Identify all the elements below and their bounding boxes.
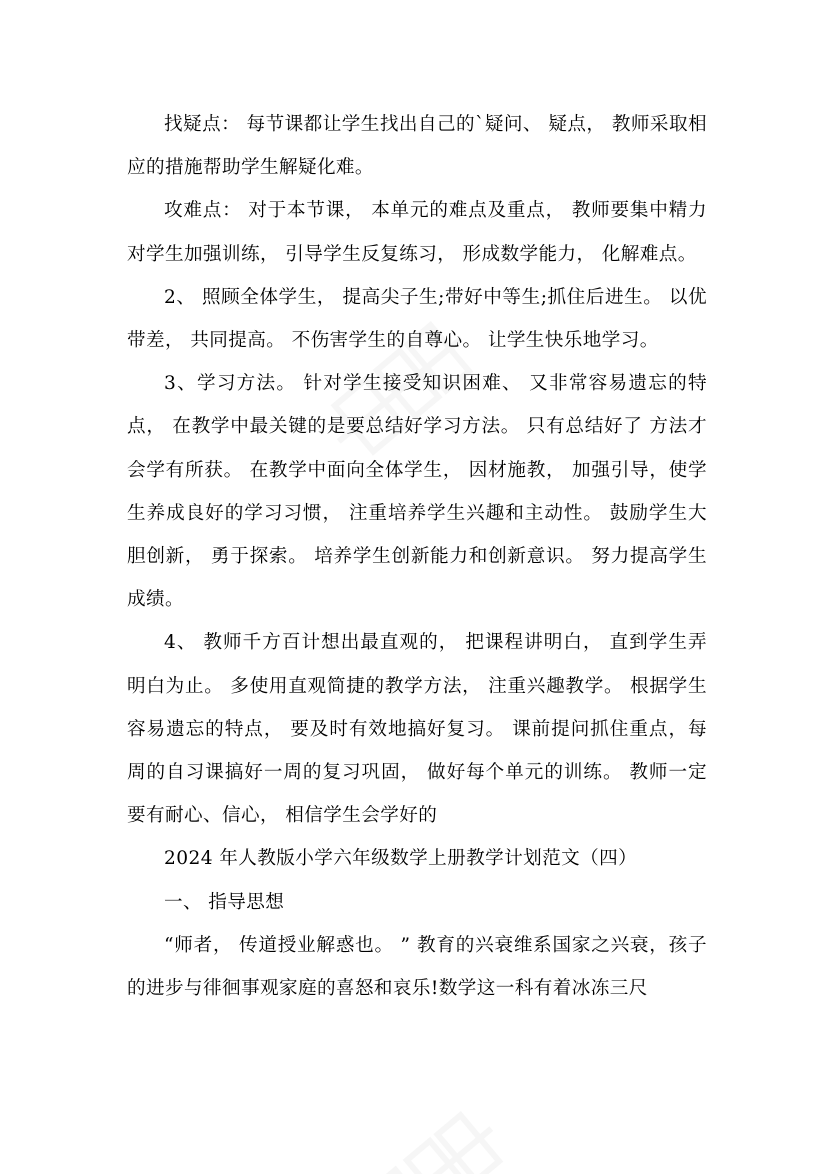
paragraph-point-3: 3、学习方法。 针对学生接受知识困难、 又非常容易遗忘的特点， 在教学中最关键的是要总结好学习方法。 只有总结好了 方法才会学有所获。 在教学中面向全体学生， 因材施教， 加强引导，使学生养成良好的学习习惯， 注重培养学生兴趣和主动性。 鼓励学生大胆创新， 勇于探索。 培养学生创新能力和创新意识。 努力提高学生成绩。	[127, 373, 707, 611]
watermark-icon	[330, 1080, 530, 1174]
paragraph-point-2: 2、 照顾全体学生， 提高尖子生;带好中等生;抓住后进生。 以优带差， 共同提高。 不伤害学生的自尊心。 让学生快乐地学习。	[127, 286, 707, 352]
paragraph-point-4: 4、 教师千方百计想出最直观的， 把课程讲明白， 直到学生弄明白为止。 多使用直观简捷的教学方法， 注重兴趣教学。 根据学生容易遗忘的特点， 要及时有效地搞好复习。 课前提问抓住重点，每周的自习课搞好一周的复习巩固， 做好每个单元的训练。 教师一定要有耐心、信心， 相信学生会学好的	[127, 632, 707, 827]
section-title: 2024 年人教版小学六年级数学上册教学计划范文（四）	[164, 848, 638, 870]
subsection-heading: 一、 指导思想	[164, 891, 285, 913]
document-body	[127, 103, 707, 1010]
paragraph-guiding-thought: “师者， 传道授业解惑也。 ” 教育的兴衰维系国家之兴衰，孩子的进步与徘徊事观家庭的喜怒和哀乐!数学这一科有着冰冻三尺	[127, 934, 707, 1000]
paragraph-tackle-difficulties: 攻难点： 对于本节课， 本单元的难点及重点， 教师要集中精力对学生加强训练， 引导学生反复练习， 形成数学能力， 化解难点。	[127, 200, 707, 265]
paragraph-find-doubts: 找疑点： 每节课都让学生找出自己的`疑问、 疑点， 教师采取相应的措施帮助学生解疑化难。	[127, 114, 707, 179]
